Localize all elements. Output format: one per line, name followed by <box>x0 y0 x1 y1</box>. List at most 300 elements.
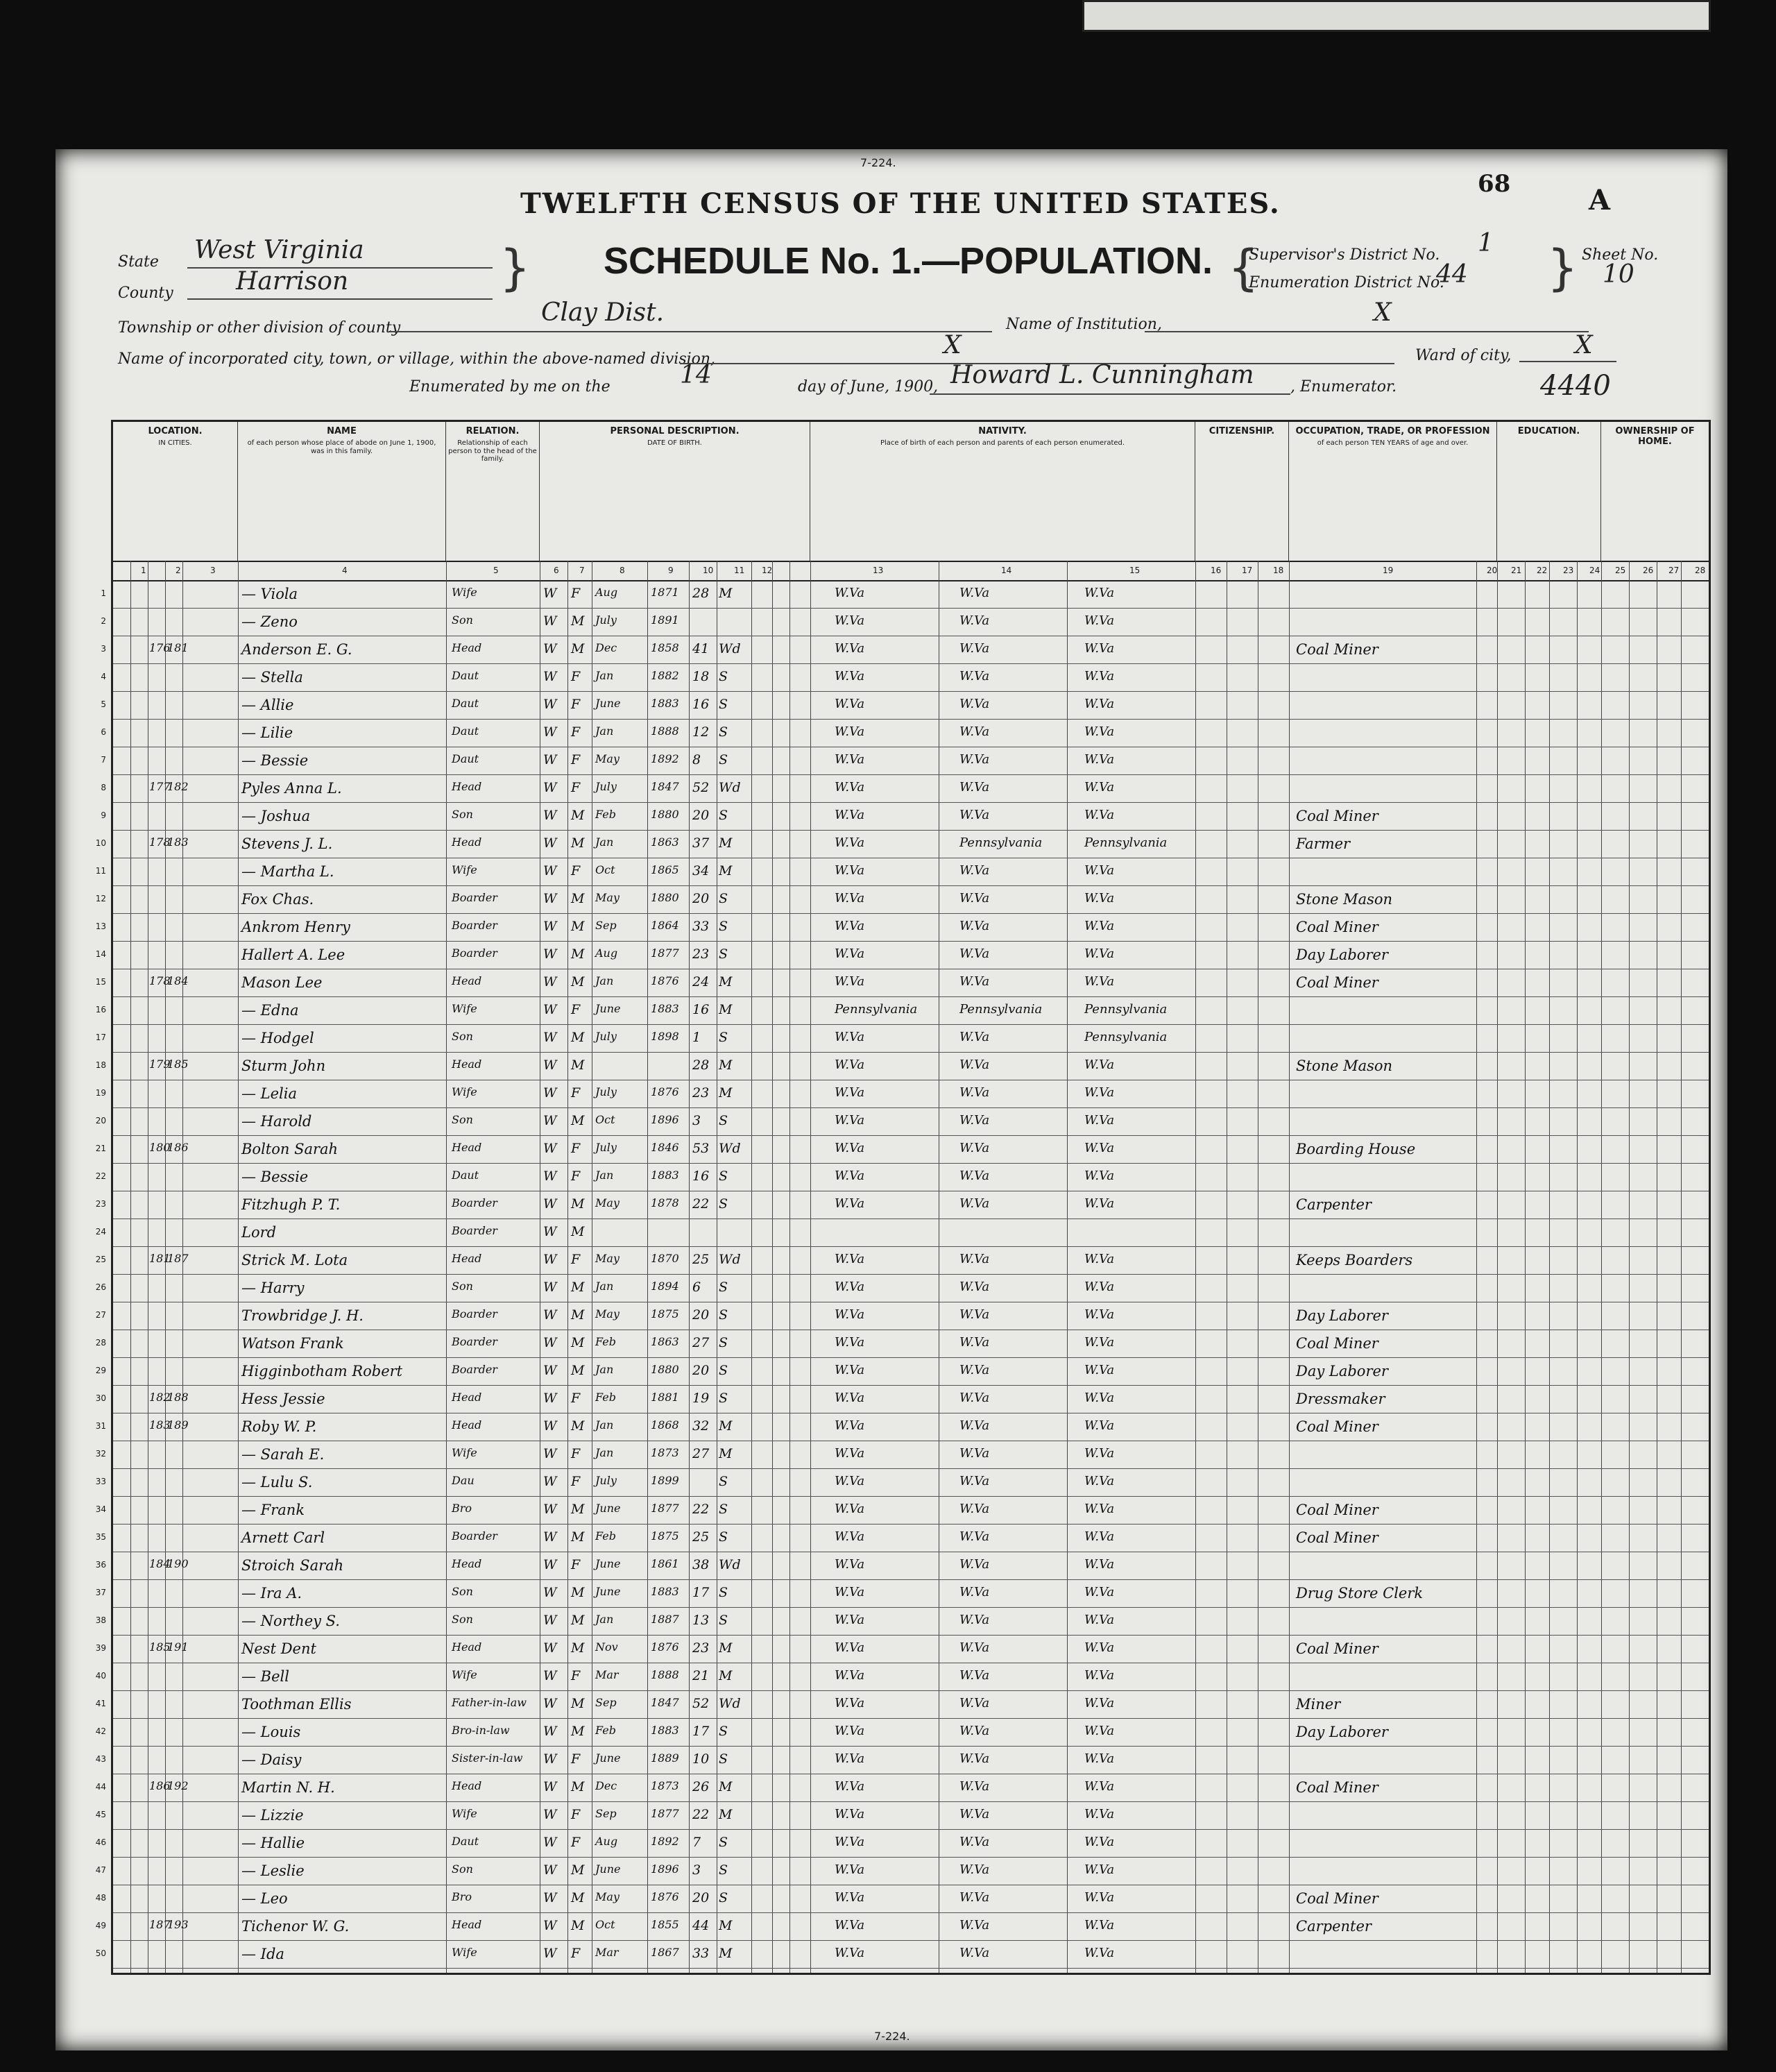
color-cell: W <box>543 863 557 878</box>
row-divider <box>113 1218 1709 1219</box>
mother-birthplace-cell: Pennsylvania <box>1084 1002 1168 1017</box>
occupation-cell: Coal Miner <box>1296 1529 1378 1546</box>
county-value: Harrison <box>236 267 349 296</box>
person-name: — Harold <box>241 1113 312 1130</box>
birthplace-cell: W.Va <box>835 974 865 989</box>
row-divider <box>113 1635 1709 1636</box>
birth-month-cell: Dec <box>595 1779 617 1792</box>
birthplace-cell: W.Va <box>835 1085 865 1100</box>
marital-cell: S <box>719 752 728 767</box>
supervisor-value: 1 <box>1478 229 1494 257</box>
father-birthplace-cell: W.Va <box>959 1529 990 1544</box>
family-number: 188 <box>167 1391 189 1404</box>
person-name: — Martha L. <box>241 863 334 880</box>
sex-cell: F <box>571 586 581 601</box>
person-name: Ankrom Henry <box>241 919 350 935</box>
sex-cell: M <box>571 919 585 934</box>
father-birthplace-cell: W.Va <box>959 1280 990 1294</box>
birth-month-cell: July <box>595 780 617 793</box>
dwelling-number: 186 <box>149 1779 171 1792</box>
marital-cell: M <box>719 1807 733 1822</box>
person-name: Fitzhugh P. T. <box>241 1196 341 1213</box>
sex-cell: M <box>571 1696 585 1711</box>
column-number: 26 <box>1643 566 1654 575</box>
marital-cell: S <box>719 1835 728 1850</box>
row-divider <box>113 1385 1709 1386</box>
adjacent-sheet-edge <box>1082 0 1711 32</box>
person-name: Bolton Sarah <box>241 1141 339 1157</box>
column-name: NAME of each person whose place of abode on June 1, 1900, was in this family. <box>238 422 446 561</box>
dwelling-number: 185 <box>149 1640 171 1654</box>
relation-cell: Wife <box>452 1807 477 1820</box>
father-birthplace-cell: W.Va <box>959 891 990 906</box>
age-cell: 27 <box>692 1335 710 1350</box>
form-number: 7-224. <box>860 156 896 169</box>
page-letter: A <box>1589 184 1611 216</box>
sex-cell: M <box>571 1613 585 1628</box>
color-cell: W <box>543 1058 557 1073</box>
father-birthplace-cell: W.Va <box>959 669 990 683</box>
city-value: X <box>944 331 962 359</box>
person-name: — Stella <box>241 669 303 686</box>
person-name: Watson Frank <box>241 1335 344 1352</box>
father-birthplace-cell: W.Va <box>959 1113 990 1128</box>
mother-birthplace-cell: W.Va <box>1084 780 1115 795</box>
row-number: 18 <box>95 1060 106 1070</box>
relation-cell: Wife <box>452 1002 477 1015</box>
row-number: 1 <box>101 588 106 598</box>
occupation-cell: Day Laborer <box>1296 1307 1388 1324</box>
row-divider <box>113 1690 1709 1691</box>
family-number: 181 <box>167 641 189 654</box>
dwelling-number: 176 <box>149 641 171 654</box>
marital-cell: M <box>719 1640 733 1656</box>
age-cell: 3 <box>692 1113 701 1128</box>
person-name: — Frank <box>241 1502 305 1518</box>
row-number: 30 <box>95 1393 106 1403</box>
marital-cell: S <box>719 724 728 740</box>
relation-cell: Son <box>452 613 473 627</box>
birthplace-cell: W.Va <box>835 1613 865 1627</box>
row-divider <box>113 1912 1709 1913</box>
birth-month-cell: Jan <box>595 1613 614 1626</box>
birth-year-cell: 1867 <box>651 1946 679 1959</box>
birth-year-cell: 1894 <box>651 1280 679 1293</box>
birth-year-cell: 1892 <box>651 1835 679 1848</box>
birth-year-cell: 1846 <box>651 1141 679 1154</box>
color-cell: W <box>543 1640 557 1656</box>
occupation-cell: Coal Miner <box>1296 974 1378 991</box>
birthplace-cell: W.Va <box>835 1446 865 1461</box>
mother-birthplace-cell: W.Va <box>1084 1696 1115 1710</box>
father-birthplace-cell: W.Va <box>959 1724 990 1738</box>
birthplace-cell: W.Va <box>835 919 865 933</box>
relation-cell: Son <box>452 1030 473 1043</box>
father-birthplace-cell: W.Va <box>959 1696 990 1710</box>
birth-year-cell: 1880 <box>651 1363 679 1376</box>
occupation-cell: Carpenter <box>1296 1196 1372 1213</box>
color-cell: W <box>543 1529 557 1545</box>
mother-birthplace-cell: W.Va <box>1084 1668 1115 1683</box>
color-cell: W <box>543 1557 557 1572</box>
birth-year-cell: 1847 <box>651 1696 679 1709</box>
birth-month-cell: Nov <box>595 1640 618 1654</box>
age-cell: 20 <box>692 1890 710 1905</box>
column-number: 27 <box>1668 566 1680 575</box>
birth-year-cell: 1881 <box>651 1391 679 1404</box>
row-number: 45 <box>95 1810 106 1819</box>
column-number: 6 <box>554 566 559 575</box>
age-cell: 44 <box>692 1918 710 1933</box>
enumerator-label: , Enumerator. <box>1290 378 1397 396</box>
marital-cell: S <box>719 1474 728 1489</box>
mother-birthplace-cell: W.Va <box>1084 724 1115 739</box>
relation-cell: Son <box>452 1862 473 1876</box>
age-cell: 17 <box>692 1724 710 1739</box>
color-cell: W <box>543 1391 557 1406</box>
occupation-cell: Coal Miner <box>1296 808 1378 824</box>
column-occupation: OCCUPATION, TRADE, OR PROFESSION of each person TEN YEARS of age and over. <box>1289 422 1497 561</box>
city-label: Name of incorporated city, town, or village, within the above-named division, <box>118 350 716 368</box>
relation-cell: Son <box>452 1280 473 1293</box>
row-number: 32 <box>95 1449 106 1459</box>
row-number: 3 <box>101 644 106 654</box>
grid-vertical-line <box>238 561 239 1973</box>
person-name: Arnett Carl <box>241 1529 325 1546</box>
birthplace-cell: W.Va <box>835 669 865 683</box>
father-birthplace-cell: W.Va <box>959 641 990 656</box>
person-name: — Lilie <box>241 724 293 741</box>
person-name: — Joshua <box>241 808 311 824</box>
sex-cell: F <box>571 1946 581 1961</box>
relation-cell: Boarder <box>452 919 497 932</box>
father-birthplace-cell: W.Va <box>959 1502 990 1516</box>
enumerator-name: Howard L. Cunningham <box>950 361 1254 389</box>
birth-month-cell: Jan <box>595 724 614 738</box>
marital-cell: Wd <box>719 1696 741 1711</box>
age-cell: 22 <box>692 1807 710 1822</box>
census-sheet: 7-224. TWELFTH CENSUS OF THE UNITED STATES. 68 A State West Virginia County Harrison } SCHEDULE No. 1.—POPULATION. { Supervisor's District No. 1 Enumeration District No. 44 } Sheet No. 10 Township or other division of county Clay Dist. Name of Institution, X Name of incorporated city, town, or village, within the above-named division, X Ward of city, X Enumerated by me on the 14 day of June, 1900, Howard L. Cunningham , Enumerator. 4440 LOCATION. IN CITIES. NAME of each person whose place of abode on June 1, 1900, was in this family. RELATION. Relationship of each person to the head of the family. PERSONAL DESCRIPTION. DATE OF BIRTH. NATIVITY. Place of birth of each person and parents of each person enumerated. CITIZENSHIP. OCCUPATION, TRADE, OR PROFESSION of each person TEN YEARS of age and over. EDUCATION. OWNERSHIP OF HOME. 1 2 3 4 5 6 7 8 9 10 11 12 13 14 15 16 17 18 19 20 21 22 23 24 25 26 27 28 1 — Viola Wife W F Aug 1871 28 M W.Va W.Va W.Va 2 — Zeno Son W M July 1891 W.Va W.Va W.Va 3 176 181 Anderson E. G. Head W M Dec 1858 41 Wd W.Va W.Va W.Va Coal Miner 4 — Stella Daut W F Jan 1882 18 S W.Va W.Va W.Va 5 — Allie Daut W F June 1883 16 S W.Va W.Va W.Va 6 — Lilie Daut W F Jan 1888 12 S W.Va W.Va W.Va 7 — Bessie Daut W F May 1892 8 S W.Va W.Va W.Va 8 177 182 Pyles Anna L. Head W F July 1847 52 Wd W.Va W.Va W.Va 9 — Joshua Son W M Feb 1880 20 S W.Va W.Va W.Va Coal Miner 10 178 183 Stevens J. L. Head W M Jan 1863 37 M W.Va Pennsylvania Pennsylvania Farmer 11 — Martha L. Wife W F Oct 1865 34 M W.Va W.Va W.Va 12 Fox Chas. Boarder W M May 1880 20 S W.Va W.Va W.Va Stone Mason 13 Ankrom Henry Boarder W M Sep 1864 33 S W.Va W.Va W.Va Coal Miner 14 Hallert A. Lee Boarder W M Aug 1877 23 S W.Va W.Va W.Va Day Laborer 15 178 184 Mason Lee Head W M Jan 1876 24 M W.Va W.Va W.Va Coal Miner 16 — Edna Wife W F June 1883 16 M Pennsylvania Pennsylvania Pennsylvania 17 — Hodgel Son W M July 1898 1 S W.Va W.Va Pennsylvania 18 179 185 Sturm John Head W M 28 M W.Va W.Va W.Va Stone Mason 19 — Lelia Wife W F July 1876 23 M W.Va W.Va W.Va 20 — Harold Son W M Oct 1896 3 S W.Va W.Va W.Va 21 180 186 Bolton Sarah Head W F July 1846 53 Wd W.Va W.Va W.Va Boarding House 22 — Bessie Daut W F Jan 1883 16 S W.Va W.Va W.Va 23 Fitzhugh P. T. Boarder W M May 1878 22 S W.Va W.Va W.Va Carpenter 24 Lord Boarder W M 25 181 187 Strick M. Lota Head W F May 1870 25 Wd W.Va W.Va W.Va Keeps Boarders 26 — Harry Son W M Jan 1894 6 S W.Va W.Va W.Va 27 Trowbridge J. H. Boarder W M May 1875 20 S W.Va W.Va W.Va Day Laborer 28 Watson Frank Boarder W M Feb 1863 27 S W.Va W.Va W.Va Coal Miner 29 Higginbotham Robert Boarder W M Jan 1880 20 S W.Va W.Va W.Va Day Laborer 30 182 188 Hess Jessie Head W F Feb 1881 19 S W.Va W.Va W.Va Dressmaker 31 183 189 Roby W. P. Head W M Jan 1868 32 M W.Va W.Va W.Va Coal Miner 32 — Sarah E. Wife W F Jan 1873 27 M W.Va W.Va W.Va 33 — Lulu S. Dau W F July 1899 S W.Va W.Va W.Va 34 — Frank Bro W M June 1877 22 S W.Va W.Va W.Va Coal Miner 35 Arnett Carl Boarder W M Feb 1875 25 S W.Va W.Va W.Va Coal Miner 36 184 190 Stroich Sarah Head W F June 1861 38 Wd W.Va W.Va W.Va 37 — Ira A. Son W M June 1883 17 S W.Va W.Va W.Va Drug Store Clerk 38 — Northey S. Son W M Jan 1887 13 S W.Va W.Va W.Va 39 185 191 Nest Dent Head W M Nov 1876 23 M W.Va W.Va W.Va Coal Miner 40 — Bell Wife W F Mar 1888 21 M W.Va W.Va W.Va 41 Toothman Ellis Father-in-law W M Sep 1847 52 Wd W.Va W.Va W.Va Miner 42 — Louis Bro-in-law W M Feb 1883 17 S W.Va W.Va W.Va Day Laborer 43 — Daisy Sister-in-law W F June 1889 10 S W.Va W.Va W.Va 44 186 192 Martin N. H. Head W M Dec 1873 26 M W.Va W.Va W.Va Coal Miner 45 — Lizzie Wife W F Sep 1877 22 M W.Va W.Va W.Va 46 — Hallie Daut W F Aug 1892 7 S W.Va W.Va W.Va 47 — Leslie Son W M June 1896 3 S W.Va W.Va W.Va 48 — Leo Bro W M May 1876 20 S W.Va W.Va W.Va Coal Miner 49 187 193 Tichenor W. G. Head W M Oct 1855 44 M W.Va W.Va W.Va Carpenter 50 — Ida Wife W F Mar 1867 33 M W.Va W.Va W.Va 7-224. <box>56 149 1727 2050</box>
age-cell: 23 <box>692 1640 710 1656</box>
marital-cell: S <box>719 697 728 712</box>
person-name: Trowbridge J. H. <box>241 1307 364 1324</box>
enumerated-day: 14 <box>680 361 712 389</box>
father-birthplace-cell: W.Va <box>959 1640 990 1655</box>
marital-cell: S <box>719 808 728 823</box>
row-divider <box>113 1968 1709 1969</box>
occupation-cell: Day Laborer <box>1296 1724 1388 1740</box>
sex-cell: F <box>571 863 581 878</box>
birthplace-cell: W.Va <box>835 613 865 628</box>
birth-year-cell: 1883 <box>651 1002 679 1015</box>
sex-cell: F <box>571 1252 581 1267</box>
marital-cell: S <box>719 1113 728 1128</box>
row-divider <box>113 996 1709 997</box>
row-number: 35 <box>95 1532 106 1542</box>
dwelling-number: 177 <box>149 780 171 793</box>
birth-year-cell: 1883 <box>651 1585 679 1598</box>
birth-month-cell: Mar <box>595 1946 619 1959</box>
relation-cell: Wife <box>452 1085 477 1098</box>
relation-cell: Bro-in-law <box>452 1724 510 1737</box>
sheet-value: 10 <box>1603 260 1634 289</box>
row-divider <box>113 663 1709 664</box>
mother-birthplace-cell: W.Va <box>1084 1807 1115 1822</box>
marital-cell: S <box>719 669 728 684</box>
relation-cell: Wife <box>452 586 477 599</box>
relation-cell: Daut <box>452 1835 479 1848</box>
color-cell: W <box>543 1502 557 1517</box>
mother-birthplace-cell: Pennsylvania <box>1084 1030 1168 1044</box>
birth-year-cell: 1876 <box>651 974 679 987</box>
father-birthplace-cell: W.Va <box>959 697 990 711</box>
age-cell: 12 <box>692 724 710 740</box>
marital-cell: M <box>719 1085 733 1101</box>
mother-birthplace-cell: W.Va <box>1084 919 1115 933</box>
enumerated-label: Enumerated by me on the <box>409 378 610 396</box>
birthplace-cell: W.Va <box>835 1751 865 1766</box>
marital-cell: S <box>719 919 728 934</box>
father-birthplace-cell: W.Va <box>959 1474 990 1488</box>
mother-birthplace-cell: W.Va <box>1084 1724 1115 1738</box>
relation-cell: Daut <box>452 752 479 765</box>
row-divider <box>113 719 1709 720</box>
occupation-cell: Boarding House <box>1296 1141 1416 1157</box>
father-birthplace-cell: W.Va <box>959 1613 990 1627</box>
row-number: 7 <box>101 755 106 765</box>
family-number: 182 <box>167 780 189 793</box>
age-cell: 37 <box>692 835 710 851</box>
age-cell: 7 <box>692 1835 701 1850</box>
color-cell: W <box>543 1751 557 1767</box>
birth-month-cell: Oct <box>595 1113 615 1126</box>
mother-birthplace-cell: W.Va <box>1084 752 1115 767</box>
supervisor-label: Supervisor's District No. <box>1249 246 1440 264</box>
birth-month-cell: Feb <box>595 1391 616 1404</box>
birth-year-cell: 1898 <box>651 1030 679 1043</box>
birthplace-cell: W.Va <box>835 1668 865 1683</box>
color-cell: W <box>543 1002 557 1017</box>
row-number: 36 <box>95 1560 106 1570</box>
father-birthplace-cell: W.Va <box>959 752 990 767</box>
row-number: 39 <box>95 1643 106 1653</box>
marital-cell: S <box>719 1030 728 1045</box>
color-cell: W <box>543 1335 557 1350</box>
marital-cell: M <box>719 1668 733 1683</box>
age-cell: 24 <box>692 974 710 990</box>
relation-cell: Head <box>452 1141 482 1154</box>
sex-cell: M <box>571 946 585 962</box>
birth-year-cell: 1883 <box>651 1169 679 1182</box>
column-number: 18 <box>1273 566 1284 575</box>
marital-cell: Wd <box>719 1252 741 1267</box>
row-number: 23 <box>95 1199 106 1209</box>
person-name: Martin N. H. <box>241 1779 335 1796</box>
row-number: 37 <box>95 1588 106 1597</box>
relation-cell: Wife <box>452 1946 477 1959</box>
person-name: — Ida <box>241 1946 284 1962</box>
age-cell: 20 <box>692 808 710 823</box>
color-cell: W <box>543 1779 557 1794</box>
sex-cell: M <box>571 1196 585 1212</box>
state-value: West Virginia <box>194 236 364 264</box>
column-number: 19 <box>1383 566 1394 575</box>
marital-cell: M <box>719 1058 733 1073</box>
color-cell: W <box>543 1613 557 1628</box>
color-cell: W <box>543 808 557 823</box>
color-cell: W <box>543 1474 557 1489</box>
sex-cell: F <box>571 1002 581 1017</box>
column-number: 23 <box>1563 566 1574 575</box>
age-cell: 8 <box>692 752 701 767</box>
birth-year-cell: 1877 <box>651 1807 679 1820</box>
relation-cell: Head <box>452 835 482 849</box>
father-birthplace-cell: Pennsylvania <box>959 835 1043 850</box>
color-cell: W <box>543 1141 557 1156</box>
marital-cell: Wd <box>719 1557 741 1572</box>
row-number: 24 <box>95 1227 106 1237</box>
father-birthplace-cell: W.Va <box>959 1169 990 1183</box>
birthplace-cell: W.Va <box>835 1835 865 1849</box>
dwelling-number: 187 <box>149 1918 171 1931</box>
grid-vertical-line <box>1067 561 1068 1973</box>
birthplace-cell: W.Va <box>835 1113 865 1128</box>
birth-month-cell: Jan <box>595 669 614 682</box>
father-birthplace-cell: W.Va <box>959 1391 990 1405</box>
relation-cell: Head <box>452 1640 482 1654</box>
mother-birthplace-cell: W.Va <box>1084 863 1115 878</box>
row-divider <box>113 1052 1709 1053</box>
birth-year-cell: 1891 <box>651 613 679 627</box>
column-number: 24 <box>1589 566 1600 575</box>
color-cell: W <box>543 1807 557 1822</box>
person-name: Strick M. Lota <box>241 1252 348 1268</box>
birth-month-cell: July <box>595 613 617 627</box>
birth-month-cell: Feb <box>595 1529 616 1543</box>
mother-birthplace-cell: W.Va <box>1084 1613 1115 1627</box>
sex-cell: F <box>571 724 581 740</box>
grid-vertical-line <box>751 561 752 1973</box>
father-birthplace-cell: W.Va <box>959 1862 990 1877</box>
dwelling-number: 182 <box>149 1391 171 1404</box>
father-birthplace-cell: W.Va <box>959 1807 990 1822</box>
father-birthplace-cell: W.Va <box>959 1446 990 1461</box>
relation-cell: Head <box>452 1391 482 1404</box>
column-nativity: NATIVITY. Place of birth of each person and parents of each person enumerated. <box>810 422 1195 561</box>
township-label: Township or other division of county <box>118 319 401 337</box>
occupation-cell: Stone Mason <box>1296 1058 1393 1074</box>
birthplace-cell: W.Va <box>835 1862 865 1877</box>
color-cell: W <box>543 1446 557 1461</box>
row-divider <box>113 1246 1709 1247</box>
birthplace-cell: W.Va <box>835 1502 865 1516</box>
father-birthplace-cell: W.Va <box>959 1890 990 1905</box>
sex-cell: F <box>571 780 581 795</box>
row-number: 28 <box>95 1338 106 1348</box>
birth-year-cell: 1876 <box>651 1085 679 1098</box>
column-number: 4 <box>342 566 348 575</box>
row-number: 11 <box>95 866 106 876</box>
mother-birthplace-cell: W.Va <box>1084 946 1115 961</box>
person-name: Pyles Anna L. <box>241 780 342 797</box>
birth-month-cell: May <box>595 1890 620 1903</box>
relation-cell: Wife <box>452 1668 477 1681</box>
column-number: 16 <box>1211 566 1222 575</box>
age-cell: 27 <box>692 1446 710 1461</box>
relation-cell: Boarder <box>452 891 497 904</box>
row-divider <box>113 1746 1709 1747</box>
column-ownership: OWNERSHIP OF HOME. <box>1615 426 1695 447</box>
birth-month-cell: Mar <box>595 1668 619 1681</box>
mother-birthplace-cell: W.Va <box>1084 1502 1115 1516</box>
birth-month-cell: July <box>595 1141 617 1154</box>
row-number: 26 <box>95 1282 106 1292</box>
birth-year-cell: 1875 <box>651 1307 679 1321</box>
grid-vertical-line <box>810 561 811 1973</box>
relation-cell: Head <box>452 1058 482 1071</box>
birth-year-cell: 1882 <box>651 669 679 682</box>
birthplace-cell: W.Va <box>835 1391 865 1405</box>
birthplace-cell: W.Va <box>835 1696 865 1710</box>
grid-vertical-line <box>1497 561 1498 1973</box>
birthplace-cell: W.Va <box>835 835 865 850</box>
mother-birthplace-cell: W.Va <box>1084 1252 1115 1266</box>
birth-year-cell: 1858 <box>651 641 679 654</box>
age-cell: 52 <box>692 1696 710 1711</box>
occupation-cell: Coal Miner <box>1296 1779 1378 1796</box>
row-number: 49 <box>95 1921 106 1930</box>
row-number: 6 <box>101 727 106 737</box>
birth-month-cell: Oct <box>595 863 615 876</box>
sex-cell: F <box>571 1391 581 1406</box>
color-cell: W <box>543 1890 557 1905</box>
age-cell: 33 <box>692 1946 710 1961</box>
birth-year-cell: 1871 <box>651 586 679 599</box>
relation-cell: Daut <box>452 724 479 738</box>
row-number: 14 <box>95 949 106 959</box>
column-personal: PERSONAL DESCRIPTION. DATE OF BIRTH. <box>540 422 810 561</box>
sex-cell: M <box>571 974 585 990</box>
color-cell: W <box>543 1030 557 1045</box>
father-birthplace-cell: W.Va <box>959 1085 990 1100</box>
sex-cell: M <box>571 1724 585 1739</box>
state-label: State <box>118 253 159 271</box>
person-name: Lord <box>241 1224 277 1241</box>
column-number: 9 <box>668 566 674 575</box>
birth-year-cell: 1855 <box>651 1918 679 1931</box>
mother-birthplace-cell: W.Va <box>1084 1335 1115 1350</box>
relation-cell: Boarder <box>452 946 497 960</box>
occupation-cell: Farmer <box>1296 835 1351 852</box>
birthplace-cell: W.Va <box>835 891 865 906</box>
birth-year-cell: 1878 <box>651 1196 679 1209</box>
row-number: 33 <box>95 1477 106 1486</box>
grid-vertical-line <box>1601 561 1602 1973</box>
sex-cell: F <box>571 697 581 712</box>
grid-vertical-line <box>1195 561 1196 1973</box>
row-divider <box>113 1607 1709 1608</box>
row-divider <box>113 1357 1709 1358</box>
birth-month-cell: May <box>595 1196 620 1209</box>
color-cell: W <box>543 669 557 684</box>
color-cell: W <box>543 891 557 906</box>
grid-vertical-line <box>1525 561 1526 1973</box>
birth-month-cell: Jan <box>595 1446 614 1459</box>
father-birthplace-cell: W.Va <box>959 974 990 989</box>
age-cell: 16 <box>692 697 710 712</box>
color-cell: W <box>543 752 557 767</box>
relation-cell: Wife <box>452 1446 477 1459</box>
